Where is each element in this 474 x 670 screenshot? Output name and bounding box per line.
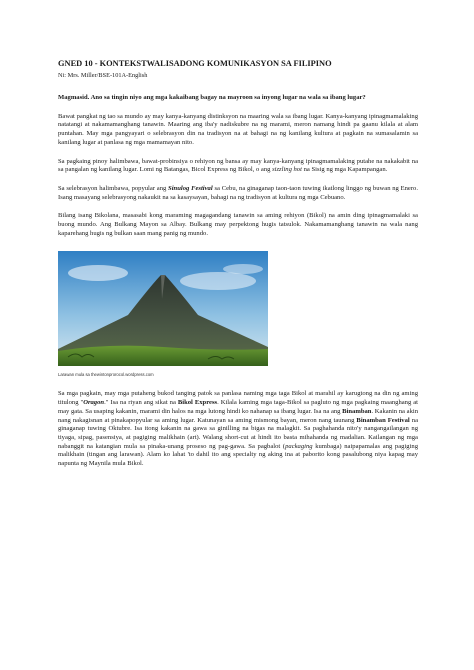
text-run: . Kakanin na akin nang nakagisnan at pinakapopyular sa aming lugar. Katunayan sa aming mismong bayan, meron nang taunang [58,407,418,424]
document-content [58,58,418,469]
document-title: GNED 10 - KONTEKSTWALISADONG KOMUNIKASYON SA FILIPINO [58,59,332,68]
text-run: Sa mga pagkain, may mga putaheng bukod tanging patok sa panlasa naming mga taga Bikol at marahil ay karugtong na din ng aming titulong " [58,390,418,407]
bold-run: Binamban Festival [356,416,410,424]
document-author: Ni: Mrs. Miller/BSE-101A-English [58,72,148,79]
paragraph-festival [58,185,418,202]
italic-run: sizzling hot [272,166,302,174]
paragraph-bikol-food [58,390,418,468]
paragraph-bikol: Bilang isang Bikolana, masasabi kong maraming magagandang tanawin sa aming rehiyon (Bikol) na amin ding ipinagmamalaki sa buong mundo. Ang Bulkang Mayon sa Albay. Bulkang may perpektong hugis tatsulok. Nakamamanghang tanawin na wala nang kaparehang hugis ng bulkan saan mang panig ng mundo. [58,212,418,237]
italic-run: packaging [285,442,313,450]
mayon-volcano-image [58,251,268,366]
paragraph-prompt: Magmasid. Ano sa tingin niyo ang mga kakaibang bagay na mayroon sa inyong lugar na wala sa ibang lugar? [58,94,366,101]
text-run: . Kilala kaming mga taga-Bikol sa pagluto ng mga pagkaing maanghang at may gata. Sa usaping kakanin, marami din halos na mga lutong hindi ko nahanap sa ibang lugar. Isa na ang [58,399,419,415]
bold-italic-run: Sinulog Festival [168,184,213,192]
bold-run: Bikol Express [177,399,218,407]
text-run: Sa selebrasyon halimbawa, popyular ang [58,184,169,192]
bold-italic-run: Oragon [83,399,105,407]
figure [58,251,268,378]
text-run: Sa pagkaing pinoy halimbawa, bawat-probinsiya o rehiyon ng bansa ay may kanya-kanyang ipinagmamalaking putahe na nakakabit na sa pangalan ng kanilang lugar. Lomi ng Batangas, Bicol Express ng Bikol, o ang [58,157,418,174]
text-run: na ginaganap tuwing Oktubre. Isa itong kakanin na gawa sa ginilling na bigas na malagkit. Sa paghahanda nito'y nangangailangan ng tiyaga, sipag, pasensiya, at pagiging malikhain (art). Walang short-cut at hindi ito basta mihahanda ng madalian. Kailangan ng mga nabanggit na katangian mula sa pinaka-unang proseso ng pag-gawa. Sa pagbalot ( [58,416,418,450]
text-run: kumbaga) naipapamalas ang pagiging malikhain (tingan ang larawan). Alam ko lahat 'to dahil ito ang specialty ng aking ina at paborito kong pasalubong niya kapag may napunta ng Maynila mula Bikol. [58,442,419,468]
text-run: sa Cebu, na ginaganap taon-taon tuwing ikatlong linggo ng buwan ng Enero. Isang masayang selebrasyong nakaukit na sa kasaysayan, bahagi na ng tradisyon at kultura ng mga Cebuano. [58,184,418,201]
text-run: ." Isa na riyan ang sikat na [104,399,178,407]
paragraph-intro: Bawat pangkat ng tao sa mundo ay may kanya-kanyang distinksyon na maaring wala sa ibang lugar. Kanya-kanyang ipinagmamalaking natatangi at nakamamanghang tanawin. Maaring ang iba'y nadiskubre na ng marami, meron namang hindi pa gaanu kilala at alam puntahan. May mga pangyayari o selebrasyon din na tradisyon na at bahagi na ng kanilang kultura at pagkain na sumasalamin sa kanilang lugar at panlasa ng mga mamamayan nito. [58,112,418,146]
image-caption: Larawan mula sa thewintonprorocol.wordpress.com [58,372,154,378]
paragraph-food [58,158,418,175]
text-run: na Sisig ng mga Kapampangan. [301,166,388,174]
bold-run: Binamban [342,407,372,415]
